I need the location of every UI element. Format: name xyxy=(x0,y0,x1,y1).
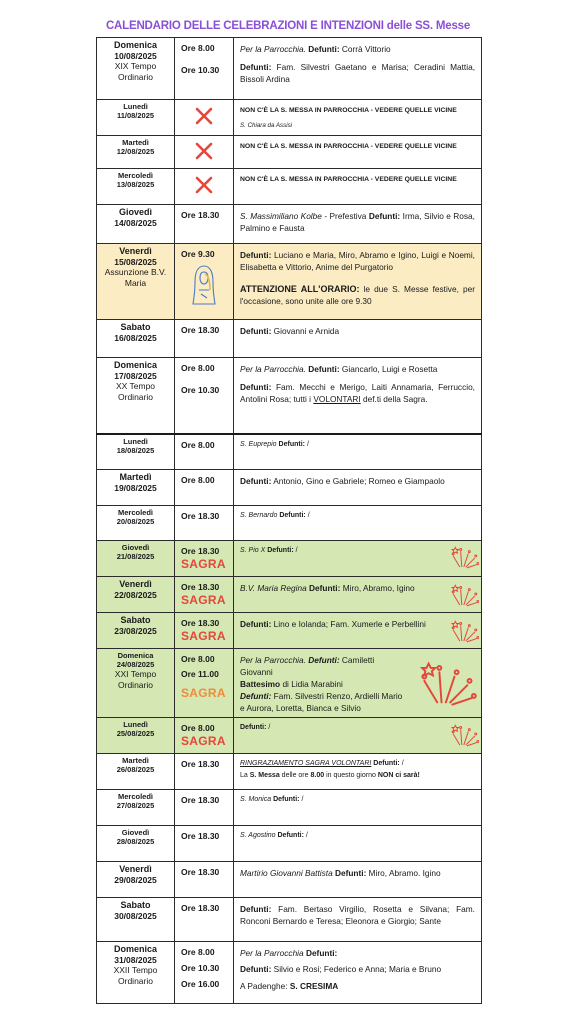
mass-time: Ore 16.00 xyxy=(181,979,220,989)
day-name: Lunedì xyxy=(123,102,148,111)
defunti-label: Defunti: xyxy=(240,250,272,260)
mass-time: Ore 18.30 xyxy=(181,831,220,841)
day-name: Sabato xyxy=(120,900,151,910)
day-date: 23/08/2025 xyxy=(114,625,157,636)
day-name: Venerdì xyxy=(119,864,152,874)
intention-text: / xyxy=(268,724,271,731)
intention-text: Miro, Abramo, Igino xyxy=(342,583,415,593)
liturgy-label: Ordinario xyxy=(118,71,153,82)
day-date: 10/08/2025 xyxy=(114,50,157,61)
madonna-icon xyxy=(191,264,217,306)
sagra-label: SAGRA xyxy=(181,734,226,748)
day-name: Sabato xyxy=(120,322,151,332)
day-name: Venerdì xyxy=(119,579,152,589)
confirmation-label: S. CRESIMA xyxy=(289,981,339,991)
table-row xyxy=(97,613,482,649)
intention-text: / xyxy=(306,440,309,448)
day-date: 26/08/2025 xyxy=(116,765,155,774)
notice-text: in questo giorno xyxy=(326,772,376,779)
mass-time: Ore 18.30 xyxy=(181,511,220,521)
notice-text: 8.00 xyxy=(310,772,325,779)
mass-time: Ore 10.30 xyxy=(181,963,220,973)
no-mass-notice: NON C'È LA S. MESSA IN PARROCCHIA - VEDERE QUELLE VICINE xyxy=(240,107,457,114)
red-cross-icon xyxy=(194,141,214,161)
defunti-label: Defunti: xyxy=(240,904,272,914)
saint-label: S. Bernardo xyxy=(240,512,278,519)
intention-text: Irma, Silvio e Rosa, Palmino e Fausta xyxy=(240,211,475,233)
page-title: CALENDARIO DELLE CELEBRAZIONI E INTENZIONI delle SS. Messe xyxy=(105,20,471,32)
defunti-label: Defunti: xyxy=(335,868,367,878)
intention-text: Camiletti Giovanni xyxy=(240,655,375,677)
day-date: 12/08/2025 xyxy=(116,147,155,156)
table-row xyxy=(97,862,482,898)
table-row xyxy=(97,718,482,754)
intention-label: Per la Parrocchia xyxy=(240,948,304,958)
defunti-label: Defunti: xyxy=(308,44,340,54)
mass-time: Ore 18.30 xyxy=(181,759,220,769)
day-name: Martedì xyxy=(122,138,149,147)
location-label: A Padenghe: xyxy=(240,981,288,991)
defunti-label: Defunti: xyxy=(305,948,338,958)
table-row xyxy=(97,136,482,169)
defunti-label: Defunti: xyxy=(240,619,272,629)
intention-label: Per la Parrocchia. xyxy=(240,655,306,665)
intention-text: Luciano e Maria, Miro, Abramo e Igino, Luigi e Noemi, Elisabetta e Vittorio, Anime del Purgatorio xyxy=(240,250,475,272)
intention-text: Fam. Bertaso Virgilio, Rosetta e Silvana; Fam. Ronconi Bernardo e Teresa; Eleonora e Giorgio; Sante xyxy=(240,904,475,926)
thanksgiving-label: RINGRAZIAMENTO SAGRA VOLONTARI xyxy=(240,760,372,767)
defunti-label: Defunti: xyxy=(278,440,305,448)
table-row xyxy=(97,506,482,541)
liturgy-label: XXI Tempo xyxy=(114,669,157,679)
table-row xyxy=(97,38,482,100)
defunti-label: Defunti: xyxy=(308,364,340,374)
intention-text: Silvio e Rosi; Federico e Anna; Maria e Bruno xyxy=(273,964,442,974)
fireworks-icon xyxy=(451,721,479,749)
day-name: Lunedì xyxy=(123,436,148,446)
saint-label: Martirio Giovanni Battista xyxy=(240,868,333,878)
volunteers-label: VOLONTARI xyxy=(313,394,361,404)
intention-text: / xyxy=(307,512,310,519)
day-date: 27/08/2025 xyxy=(116,801,155,810)
day-name: Mercoledì xyxy=(117,792,153,801)
day-name: Martedì xyxy=(119,472,152,482)
day-date: 14/08/2025 xyxy=(114,217,157,228)
mass-time: Ore 10.30 xyxy=(181,385,220,395)
notice-text: NON ci sarà! xyxy=(377,772,420,779)
intention-text: Lino e Iolanda; Fam. Xumerle e Perbellini xyxy=(273,619,426,629)
mass-time: Ore 11.00 xyxy=(181,669,219,679)
table-row xyxy=(97,320,482,358)
intention-text: def.ti della Sagra. xyxy=(363,394,428,404)
table-row xyxy=(97,577,482,613)
fireworks-icon xyxy=(419,655,477,711)
red-cross-icon xyxy=(194,175,214,195)
sagra-label: SAGRA xyxy=(181,593,226,607)
attention-text: le due S. Messe festive, per l'occasione, sono unite alle ore 9.30 xyxy=(240,284,475,306)
defunti-label: Defunti: xyxy=(308,655,340,665)
saint-label: S. Monica xyxy=(240,796,272,803)
day-name: Giovedì xyxy=(121,543,150,552)
day-name: Lunedì xyxy=(123,720,148,729)
liturgy-label: Ordinario xyxy=(118,679,153,690)
defunti-label: Defunti: xyxy=(240,382,272,392)
day-date: 17/08/2025 xyxy=(114,370,157,381)
table-row xyxy=(97,649,482,718)
defunti-label: Defunti: xyxy=(267,547,294,554)
intention-text: Fam. Silvestri Renzo, Ardielli Mario e Aurora, Loretta, Bianca e Silvio xyxy=(240,691,403,713)
day-date: 20/08/2025 xyxy=(116,517,155,526)
saint-label: S. Chiara da Assisi xyxy=(240,122,293,129)
mass-time: Ore 18.30 xyxy=(181,903,220,913)
intention-label: Per la Parrocchia. xyxy=(240,44,306,54)
mass-time: Ore 18.30 xyxy=(181,546,220,556)
no-mass-notice: NON C'È LA S. MESSA IN PARROCCHIA - VEDERE QUELLE VICINE xyxy=(240,176,457,183)
defunti-label: Defunti: xyxy=(240,326,272,336)
calendar-table xyxy=(96,37,482,1004)
table-row xyxy=(97,790,482,826)
mass-type: - Prefestiva xyxy=(324,211,367,221)
day-date: 29/08/2025 xyxy=(114,874,157,885)
table-row xyxy=(97,541,482,577)
intention-text: Fam. Silvestri Gaetano e Marisa; Ceradini Mattia, Bissoli Ardina xyxy=(240,62,475,84)
day-date: 13/08/2025 xyxy=(116,180,155,189)
day-date: 18/08/2025 xyxy=(116,445,155,455)
saint-label: S. Massimiliano Kolbe xyxy=(240,211,322,221)
day-name: Venerdì xyxy=(119,246,152,256)
liturgy-label: Ordinario xyxy=(118,391,153,402)
defunti-label: Defunti: xyxy=(277,832,304,839)
defunti-label: Defunti: xyxy=(309,583,341,593)
day-date: 30/08/2025 xyxy=(114,910,157,921)
sagra-label: SAGRA xyxy=(181,629,226,643)
mass-time: Ore 8.00 xyxy=(181,947,215,957)
mass-time: Ore 8.00 xyxy=(181,43,215,53)
mass-time: Ore 9.30 xyxy=(181,249,215,259)
intention-text: Miro, Abramo. Igino xyxy=(368,868,441,878)
table-row xyxy=(97,470,482,506)
table-row xyxy=(97,898,482,942)
day-name: Mercoledì xyxy=(117,508,153,517)
defunti-label: Defunti: xyxy=(240,476,272,486)
table-row xyxy=(97,244,482,320)
intention-text: Giovanni e Arnida xyxy=(273,326,340,336)
table-row xyxy=(97,942,482,1004)
intention-text: Antonio, Gino e Gabriele; Romeo e Giampaolo xyxy=(273,476,445,486)
sagra-label: SAGRA xyxy=(181,686,226,700)
liturgy-label: XXII Tempo xyxy=(113,965,158,975)
mass-time: Ore 18.30 xyxy=(181,867,220,877)
baptism-label: Battesimo xyxy=(240,679,281,689)
defunti-label: Defunti: xyxy=(273,796,300,803)
day-name: Sabato xyxy=(120,615,151,625)
table-row xyxy=(97,358,482,434)
day-date: 21/08/2025 xyxy=(116,552,155,561)
mass-time: Ore 8.00 xyxy=(181,654,215,664)
mass-time: Ore 18.30 xyxy=(181,582,220,592)
defunti-label: Defunti: xyxy=(240,62,272,72)
defunti-label: Defunti: xyxy=(368,211,401,221)
mass-time: Ore 8.00 xyxy=(181,363,215,373)
intention-text: / xyxy=(301,796,304,803)
mass-time: Ore 18.30 xyxy=(181,618,220,628)
sagra-label: SAGRA xyxy=(181,557,226,571)
defunti-label: Defunti: xyxy=(240,691,272,701)
day-date: 22/08/2025 xyxy=(114,589,157,600)
mass-time: Ore 18.30 xyxy=(181,795,220,805)
day-date: 31/08/2025 xyxy=(114,954,157,965)
liturgy-label: Ordinario xyxy=(118,975,153,986)
table-row xyxy=(97,100,482,136)
intention-text: Giancarlo, Luigi e Rosetta xyxy=(341,364,438,374)
table-row xyxy=(97,754,482,790)
liturgy-label: Maria xyxy=(124,277,147,288)
fireworks-icon xyxy=(451,617,479,645)
saint-label: S. Agostino xyxy=(240,832,276,839)
defunti-label: Defunti: xyxy=(240,964,272,974)
red-cross-icon xyxy=(194,106,214,126)
defunti-label: Defunti: xyxy=(240,724,267,731)
table-row xyxy=(97,434,482,470)
intention-text: Corrà Vittorio xyxy=(341,44,391,54)
fireworks-icon xyxy=(451,543,479,571)
table-row xyxy=(97,826,482,862)
defunti-label: Defunti: xyxy=(373,760,400,767)
table-row xyxy=(97,169,482,205)
day-date: 11/08/2025 xyxy=(116,111,155,120)
defunti-label: Defunti: xyxy=(279,512,306,519)
saint-label: S. Euprepio xyxy=(240,440,277,448)
liturgy-label: XX Tempo xyxy=(115,381,156,391)
fireworks-icon xyxy=(451,581,479,609)
day-name: Mercoledì xyxy=(117,171,153,180)
day-date: 28/08/2025 xyxy=(116,837,155,846)
notice-text: La xyxy=(240,772,248,779)
intention-text: / xyxy=(295,547,298,554)
saint-label: S. Pio X xyxy=(240,547,266,554)
notice-text: S. Messa xyxy=(249,772,280,779)
day-name: Giovedì xyxy=(118,207,152,217)
day-name: Martedì xyxy=(122,756,149,765)
day-name: Domenica xyxy=(113,360,157,370)
intention-label: Per la Parrocchia. xyxy=(240,364,306,374)
day-date: 15/08/2025 xyxy=(114,256,157,267)
notice-text: delle ore xyxy=(281,772,309,779)
attention-label: ATTENZIONE ALL'ORARIO: xyxy=(240,284,360,294)
day-date: 24/08/2025 xyxy=(116,660,155,669)
liturgy-label: Assunzione B.V. xyxy=(104,267,167,277)
day-name: Domenica xyxy=(113,40,157,50)
saint-label: B.V. Maria Regina xyxy=(240,583,307,593)
mass-time: Ore 8.00 xyxy=(181,439,215,450)
intention-text: / xyxy=(401,760,404,767)
day-date: 16/08/2025 xyxy=(114,332,157,343)
intention-text: Fam. Mecchi e Merigo, Laiti Annamaria, Ferruccio, Antolini Rosa; tutti i xyxy=(240,382,475,404)
day-name: Giovedì xyxy=(121,828,150,837)
day-date: 19/08/2025 xyxy=(114,482,157,493)
mass-time: Ore 8.00 xyxy=(181,723,215,733)
mass-time: Ore 10.30 xyxy=(181,65,220,75)
day-name: Domenica xyxy=(117,651,154,660)
intention-text: di Lidia Marabini xyxy=(282,679,343,689)
mass-time: Ore 8.00 xyxy=(181,475,215,485)
table-row xyxy=(97,205,482,244)
mass-time: Ore 18.30 xyxy=(181,325,220,335)
day-name: Domenica xyxy=(113,944,157,954)
no-mass-notice: NON C'È LA S. MESSA IN PARROCCHIA - VEDERE QUELLE VICINE xyxy=(240,143,457,150)
intention-text: / xyxy=(305,832,308,839)
mass-time: Ore 18.30 xyxy=(181,210,220,220)
day-date: 25/08/2025 xyxy=(116,729,155,738)
liturgy-label: XIX Tempo xyxy=(114,61,157,71)
